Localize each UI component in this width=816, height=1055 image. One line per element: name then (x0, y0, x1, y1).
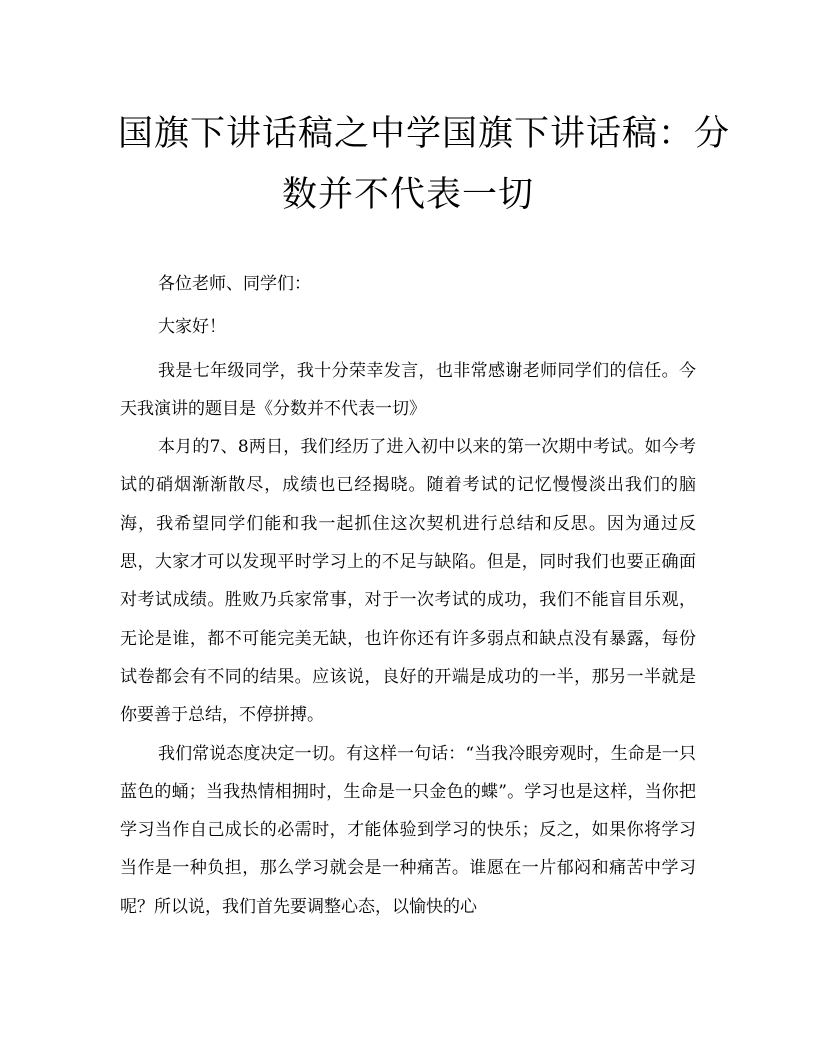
document-title (118, 104, 731, 226)
paragraph-attitude: 我们常说态度决定一切。有这样一句话：“当我冷眼旁观时，生命是一只蓝色的蛹；当我热情相拥时，生命是一只金色的蝶”。学习也是这样，当你把学习当作自己成长的必需时，才能体验到学习的快乐；反之，如果你将学习当作是一种负担，那么学习就会是一种痛苦。谁愿在一片郁闷和痛苦中学习呢？所以说，我们首先要调整心态，以愉快的心 (120, 743, 696, 917)
document-body (120, 265, 696, 926)
salutation: 各位老师、同学们： (158, 274, 311, 294)
title-line-2: 数并不代表一切 (281, 175, 534, 215)
paragraph-intro: 我是七年级同学，我十分荣幸发言，也非常感谢老师同学们的信任。今天我演讲的题目是《分数并不代表一切》 (120, 360, 696, 419)
title-line-1: 国旗下讲话稿之中学国旗下讲话稿：分 (118, 114, 731, 154)
greeting: 大家好！ (158, 317, 226, 338)
paragraph-exam-reflection: 本月的7、8两日，我们经历了进入初中以来的第一次期中考试。如今考试的硝烟渐渐散尽，成绩也已经揭晓。随着考试的记忆慢慢淡出我们的脑海，我希望同学们能和我一起抓住这次契机进行总结和反思。因为通过反思，大家才可以发现平时学习上的不足与缺陷。但是，同时我们也要正确面对考试成绩。胜败乃兵家常事，对于一次考试的成功，我们不能盲目乐观，无论是谁，都不可能完美无缺，也许你还有许多弱点和缺点没有暴露，每份试卷都会有不同的结果。应该说，良好的开端是成功的一半，那另一半就是你要善于总结，不停拼搏。 (120, 437, 696, 726)
